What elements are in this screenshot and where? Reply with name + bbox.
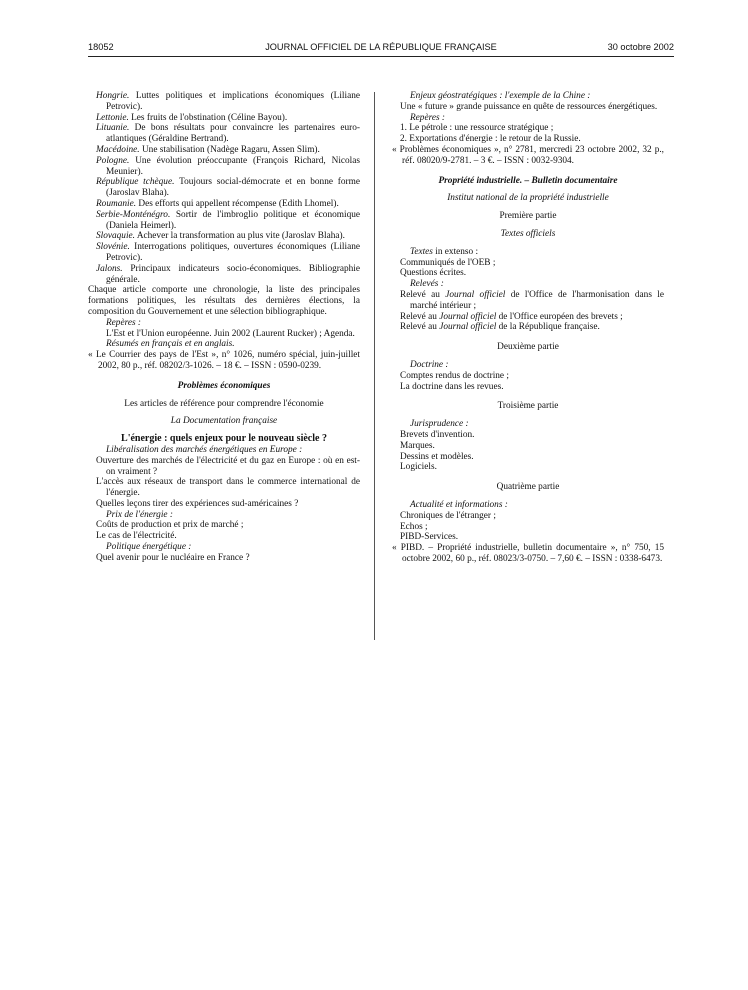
- section-subtitle: Les articles de référence pour comprendre l'économie: [124, 398, 324, 409]
- country-entry: Lituanie. De bons résultats pour convaincre les partenaires euro-atlantiques (Géraldine Bertrand).: [96, 123, 360, 145]
- part-heading: Deuxième partie: [497, 342, 559, 353]
- list-item: 1. Le pétrole : une ressource stratégique ;: [400, 123, 554, 134]
- chronology-note: Chaque article comporte une chronologie, la liste des principales formations politiques, les résultats des dernières élections, la composition du Gouvernement et une sélection bibliographique.: [88, 285, 360, 317]
- country-entry: Macédoine. Une stabilisation (Nadège Ragaru, Assen Slim).: [96, 144, 320, 155]
- country-entry: Slovaquie. Achever la transformation au plus vite (Jaroslav Blaha).: [96, 231, 345, 242]
- section-title: Propriété industrielle. – Bulletin documentaire: [438, 175, 618, 186]
- reperes-label: Repères :: [410, 112, 446, 123]
- left-column: [88, 91, 360, 564]
- resumes-note: Résumés en français et en anglais.: [106, 339, 235, 350]
- header-rule: [88, 56, 674, 57]
- prix-label: Prix de l'énergie :: [106, 509, 173, 520]
- country-entry: Hongrie. Luttes politiques et implications économiques (Liliane Petrovic).: [96, 91, 360, 112]
- country-entry: Slovénie. Interrogations politiques, ouvertures économiques (Liliane Petrovic).: [96, 242, 360, 263]
- page-number: 18052: [88, 42, 114, 52]
- jurisprudence-label: Jurisprudence :: [410, 419, 469, 430]
- page-header: [88, 42, 674, 54]
- list-item: Chroniques de l'étranger ;: [400, 510, 496, 521]
- list-item: Echos ;: [400, 521, 428, 532]
- list-item: Marques.: [400, 440, 435, 451]
- country-entry: République tchèque. Toujours social-démocrate et en bonne forme (Jaroslav Blaha).: [96, 177, 360, 199]
- list-item: Brevets d'invention.: [400, 429, 475, 440]
- reperes-label: Repères :: [106, 317, 142, 328]
- journal-title: JOURNAL OFFICIEL DE LA RÉPUBLIQUE FRANÇAISE: [265, 42, 497, 52]
- list-item: Dessins et modèles.: [400, 451, 474, 462]
- section-title: Problèmes économiques: [177, 380, 271, 391]
- country-entry: Lettonie. Les fruits de l'obstination (Céline Bayou).: [96, 112, 288, 123]
- country-entry: Roumanie. Des efforts qui appellent récompense (Edith Lhomel).: [96, 198, 339, 209]
- actualite-label: Actualité et informations :: [410, 499, 508, 510]
- country-entry: Jalons. Principaux indicateurs socio-économiques. Bibliographie générale.: [96, 263, 360, 285]
- list-item: Le cas de l'électricité.: [96, 531, 177, 542]
- reperes-text: L'Est et l'Union européenne. Juin 2002 (Laurent Rucker) ; Agenda.: [106, 328, 355, 339]
- part-subheading: Textes officiels: [500, 228, 556, 239]
- list-item: Quel avenir pour le nucléaire en France ?: [96, 552, 250, 563]
- list-item: Logiciels.: [400, 462, 437, 473]
- enjeux-label: Enjeux géostratégiques : l'exemple de la Chine :: [410, 91, 591, 101]
- list-item: Relevé au Journal officiel de la République française.: [400, 322, 600, 333]
- part-heading: Troisième partie: [497, 401, 559, 412]
- dossier-heading: L'énergie : quels enjeux pour le nouveau siècle ?: [121, 433, 327, 445]
- list-item: Quelles leçons tirer des expériences sud-américaines ?: [96, 498, 299, 509]
- enjeux-text: Une « future » grande puissance en quête de ressources énergétiques.: [400, 101, 658, 112]
- list-item: Relevé au Journal officiel de l'Office européen des brevets ;: [400, 311, 623, 322]
- column-divider: [374, 92, 375, 640]
- list-item: Relevé au Journal officiel de l'Office de l'harmonisation dans le marché intérieur ;: [400, 289, 665, 311]
- list-item: Ouverture des marchés de l'électricité et du gaz en Europe : où en est-on vraiment ?: [96, 455, 360, 477]
- textes-label: Textes in extenso :: [410, 246, 479, 257]
- list-item: Questions écrites.: [400, 268, 467, 279]
- part-heading: Première partie: [499, 211, 557, 222]
- list-item: PIBD-Services.: [400, 532, 459, 543]
- list-item: Communiqués de l'OEB ;: [400, 257, 496, 268]
- part-heading: Quatrième partie: [496, 482, 560, 493]
- list-item: 2. Exportations d'énergie : le retour de la Russie.: [400, 134, 581, 145]
- releves-label: Relevés :: [410, 279, 444, 290]
- list-item: Coûts de production et prix de marché ;: [96, 520, 244, 531]
- institute-name: Institut national de la propriété industrielle: [447, 193, 609, 204]
- country-entry: Serbie-Monténégro. Sortir de l'imbroglio politique et économique (Daniela Heimerl).: [96, 209, 360, 231]
- liberalisation-label: Libéralisation des marchés énergétiques en Europe :: [106, 444, 303, 455]
- right-column: [392, 91, 664, 565]
- citation: « Problèmes économiques », n° 2781, mercredi 23 octobre 2002, 32 p., réf. 08020/9-2781. – 3 €. – ISSN : 0032-9304.: [392, 144, 664, 166]
- issue-date: 30 octobre 2002: [607, 42, 674, 52]
- list-item: Comptes rendus de doctrine ;: [400, 370, 509, 381]
- list-item: La doctrine dans les revues.: [400, 381, 504, 392]
- citation: « PIBD. – Propriété industrielle, bulletin documentaire », n° 750, 15 octobre 2002, 60 p., réf. 08023/3-0750. – 7,60 €. – ISSN : 0338-6473.: [392, 543, 664, 564]
- politique-label: Politique énergétique :: [106, 542, 192, 553]
- list-item: L'accès aux réseaux de transport dans le commerce international de l'énergie.: [96, 477, 360, 499]
- doctrine-label: Doctrine :: [410, 359, 449, 370]
- country-entry: Pologne. Une évolution préoccupante (François Richard, Nicolas Meunier).: [96, 155, 361, 177]
- publisher: La Documentation française: [170, 416, 278, 427]
- citation: « Le Courrier des pays de l'Est », n° 1026, numéro spécial, juin-juillet 2002, 80 p., réf. 08202/3-1026. – 18 €. – ISSN : 0590-0239.: [88, 350, 360, 371]
